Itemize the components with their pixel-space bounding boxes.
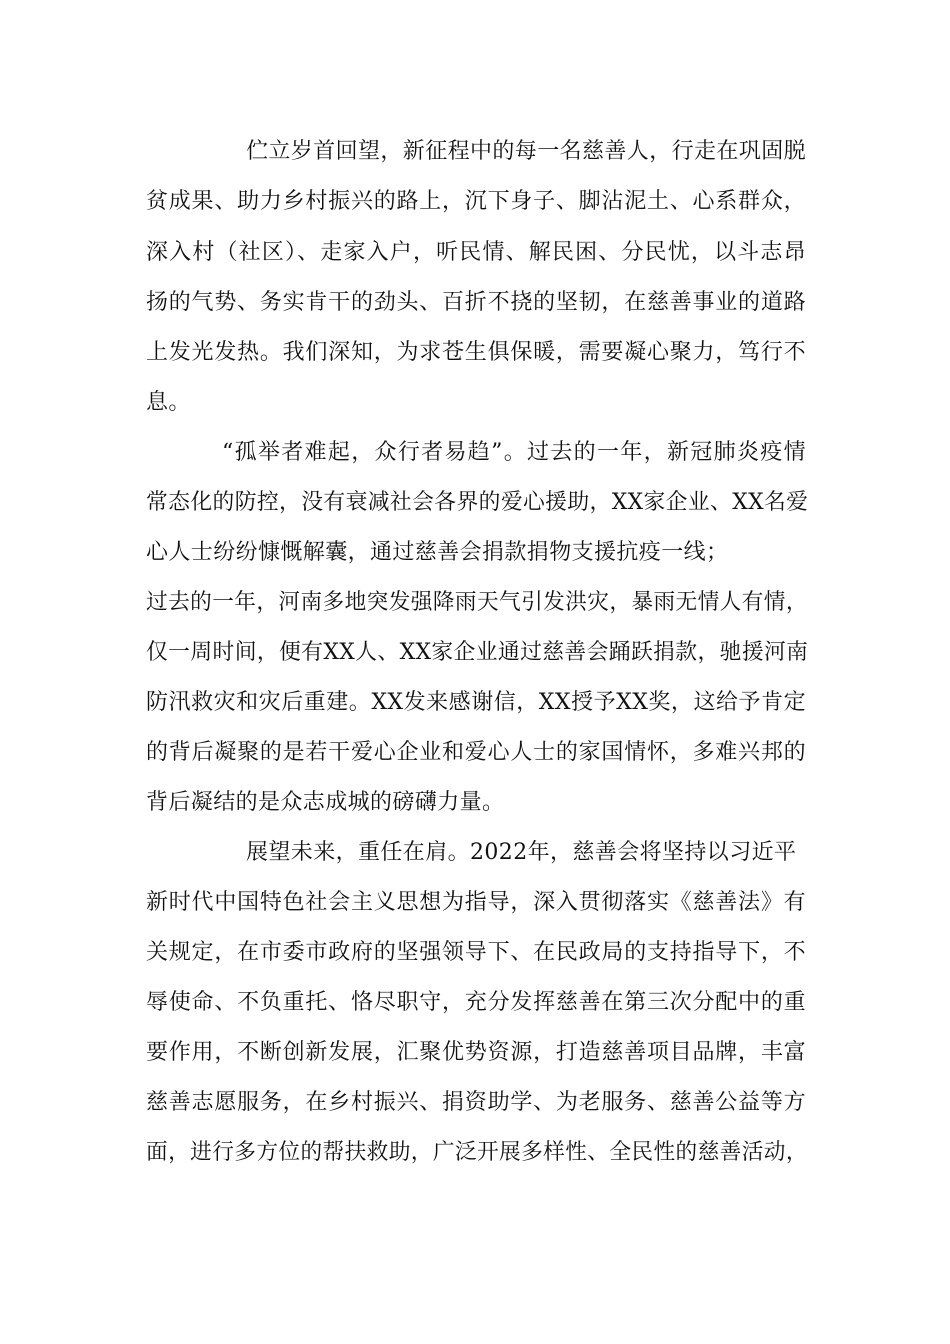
paragraph-3-line-5: 要作用，不断创新发展，汇聚优势资源，打造慈善项目品牌，丰富 bbox=[146, 1040, 806, 1065]
paragraph-3-line-1: 展望未来，重任在肩。2022年，慈善会将坚持以习近平 bbox=[246, 840, 797, 865]
paragraph-1-line-6: 息。 bbox=[146, 390, 191, 415]
paragraph-1-line-3: 深入村（社区）、走家入户，听民情、解民困、分民忧，以斗志昂 bbox=[146, 240, 806, 265]
paragraph-2-line-7: 的背后凝聚的是若干爱心企业和爱心人士的家国情怀，多难兴邦的 bbox=[146, 740, 806, 765]
paragraph-1-line-1: 伫立岁首回望，新征程中的每一名慈善人，行走在巩固脱 bbox=[246, 139, 807, 164]
paragraph-2-line-1: “孤举者难起，众行者易趋”。过去的一年，新冠肺炎疫情 bbox=[222, 440, 806, 465]
paragraph-2-line-8: 背后凝结的是众志成城的磅礴力量。 bbox=[146, 790, 505, 815]
paragraph-2-line-5: 仅一周时间，便有XX人、XX家企业通过慈善会踊跃捐款，驰援河南 bbox=[146, 640, 809, 665]
paragraph-3-line-4: 辱使命、不负重托、恪尽职守，充分发挥慈善在第三次分配中的重 bbox=[146, 990, 806, 1015]
paragraph-3-line-3: 关规定，在市委市政府的坚强领导下、在民政局的支持指导下，不 bbox=[146, 940, 806, 965]
paragraph-1-line-4: 扬的气势、务实肯干的劲头、百折不挠的坚韧，在慈善事业的道路 bbox=[146, 290, 806, 315]
paragraph-3-line-2: 新时代中国特色社会主义思想为指导，深入贯彻落实《慈善法》有 bbox=[146, 890, 806, 915]
paragraph-2-line-2: 常态化的防控，没有衰减社会各界的爱心援助，XX家企业、XX名爱 bbox=[146, 490, 809, 515]
paragraph-2-line-4: 过去的一年，河南多地突发强降雨天气引发洪灾，暴雨无情人有情， bbox=[146, 590, 808, 615]
paragraph-2-line-6: 防汛救灾和灾后重建。XX发来感谢信，XX授予XX奖，这给予肯定 bbox=[146, 690, 806, 715]
paragraph-3-line-7: 面，进行多方位的帮扶救助，广泛开展多样性、全民性的慈善活动， bbox=[146, 1140, 808, 1165]
paragraph-3-line-6: 慈善志愿服务，在乡村振兴、捐资助学、为老服务、慈善公益等方 bbox=[146, 1090, 806, 1115]
paragraph-1-line-2: 贫成果、助力乡村振兴的路上，沉下身子、脚沾泥土、心系群众， bbox=[146, 189, 806, 214]
paragraph-2-line-3: 心人士纷纷慷慨解囊，通过慈善会捐款捐物支援抗疫一线； bbox=[146, 540, 729, 565]
paragraph-1-line-5: 上发光发热。我们深知，为求苍生俱保暖，需要凝心聚力，笃行不 bbox=[146, 340, 806, 365]
